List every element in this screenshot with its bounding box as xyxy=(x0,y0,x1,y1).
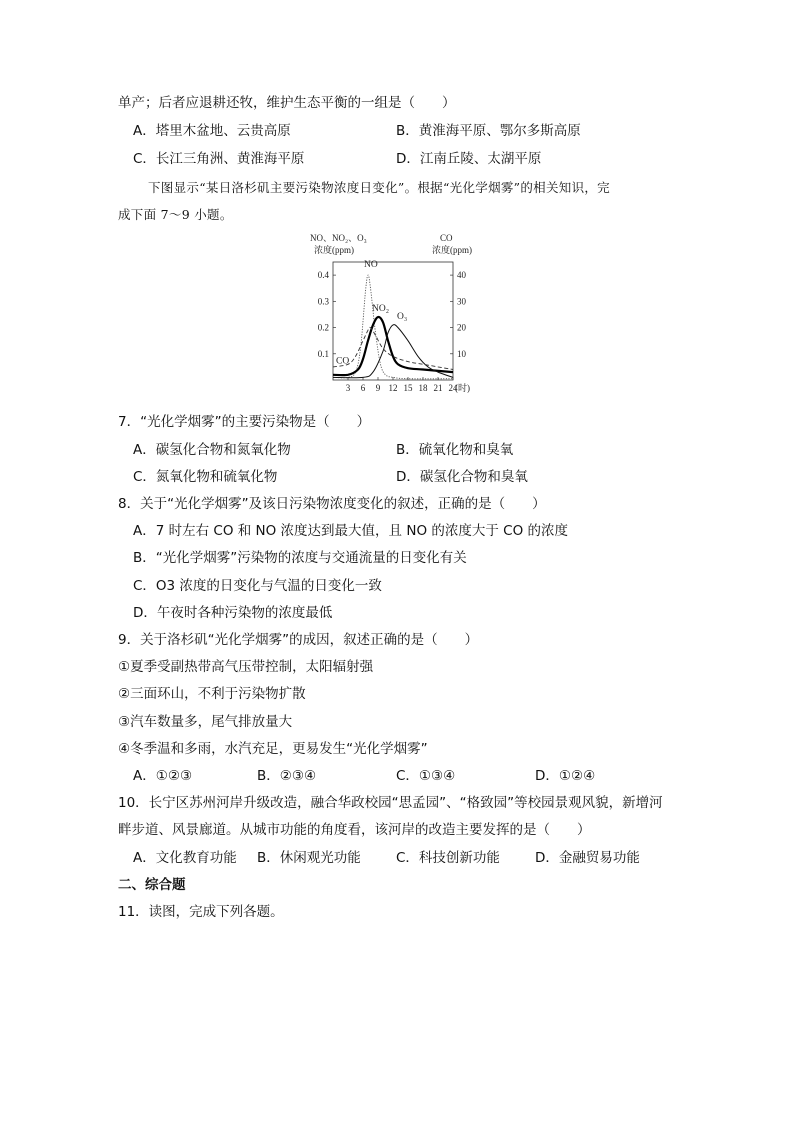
left-axis-title-line-2: 浓度(ppm) xyxy=(314,245,354,255)
left-tick-label: 0.1 xyxy=(317,348,329,359)
series-label-co: CO xyxy=(336,356,350,367)
q7-option-a: A．碳氢化合物和氮氧化物 xyxy=(133,442,291,458)
series-line-co xyxy=(333,327,453,369)
q9-item-1: ①夏季受副热带高气压带控制，太阳辐射强 xyxy=(118,659,374,675)
right-axis-title-line-2: 浓度(ppm) xyxy=(432,245,472,255)
series-label-o: O₃ xyxy=(397,311,408,322)
x-tick-label: 9 xyxy=(375,383,381,393)
q10-stem-line-1: 10．长宁区苏州河岸升级改造，融合华政校园“思孟园”、“格致园”等校园景观风貌，新增河 xyxy=(118,795,663,811)
left-tick-label: 0.3 xyxy=(317,296,329,307)
x-tick-label: 18 xyxy=(418,383,428,393)
q8-stem: 8．关于“光化学烟雾”及该日污染物浓度变化的叙述，正确的是（ ） xyxy=(118,496,546,512)
prev-option-b: B．黄淮海平原、鄂尔多斯高原 xyxy=(396,123,581,139)
prev-question-stem: 单产；后者应退耕还牧，维护生态平衡的一组是（ ） xyxy=(118,95,456,111)
q10-option-c: C．科技创新功能 xyxy=(396,850,500,866)
left-tick-label: 0.4 xyxy=(317,270,329,281)
prev-option-d: D．江南丘陵、太湖平原 xyxy=(396,151,542,167)
intro-line-1: 下图显示“某日洛杉矶主要污染物浓度日变化”。根据“光化学烟雾”的相关知识，完 xyxy=(148,180,610,195)
q7-stem: 7．“光化学烟雾”的主要污染物是（ ） xyxy=(118,414,371,430)
q9-item-2: ②三面环山，不利于污染物扩散 xyxy=(118,686,306,702)
q10-option-b: B．休闲观光功能 xyxy=(257,850,361,866)
intro-line-2: 成下面 7～9 小题。 xyxy=(118,207,233,222)
x-tick-label: 12 xyxy=(388,383,398,393)
x-tick-label: 3 xyxy=(345,383,351,393)
right-tick-label: 40 xyxy=(457,270,466,281)
q9-item-3: ③汽车数量多，尾气排放量大 xyxy=(118,714,293,730)
x-axis-unit: (时) xyxy=(455,383,470,393)
q7-option-c: C．氮氧化物和硫氧化物 xyxy=(133,469,278,485)
q7-option-b: B．硫氧化物和臭氧 xyxy=(396,442,514,458)
right-tick-label: 10 xyxy=(457,348,466,359)
prev-option-a: A．塔里木盆地、云贵高原 xyxy=(133,123,291,139)
q8-option-a: A．7 时左右 CO 和 NO 浓度达到最大值，且 NO 的浓度大于 CO 的浓度 xyxy=(133,523,568,539)
q7-option-d: D．碳氢化合物和臭氧 xyxy=(396,469,528,485)
x-tick-label: 15 xyxy=(403,383,413,393)
q8-option-b: B．“光化学烟雾”污染物的浓度与交通流量的日变化有关 xyxy=(133,550,467,566)
section-title: 二、综合题 xyxy=(118,877,186,893)
q9-option-d: D．①②④ xyxy=(535,768,596,784)
q9-item-4: ④冬季温和多雨，水汽充足，更易发生“光化学烟雾” xyxy=(118,741,428,757)
right-tick-label: 30 xyxy=(457,296,466,307)
q9-option-a: A．①②③ xyxy=(133,768,193,784)
right-tick-label: 20 xyxy=(457,322,466,333)
series-line-no xyxy=(333,275,453,379)
q8-option-d: D．午夜时各种污染物的浓度最低 xyxy=(133,605,333,621)
left-tick-label: 0.2 xyxy=(317,322,329,333)
q10-stem-line-2: 畔步道、风景廊道。从城市功能的角度看，该河岸的改造主要发挥的是（ ） xyxy=(118,822,591,838)
q8-option-c: C．O3 浓度的日变化与气温的日变化一致 xyxy=(133,578,382,594)
q11-stem: 11．读图，完成下列各题。 xyxy=(118,904,284,920)
right-axis-title-line-1: CO xyxy=(440,233,453,243)
chart-plot-frame xyxy=(333,262,453,380)
q9-option-c: C．①③④ xyxy=(396,768,456,784)
x-tick-label: 6 xyxy=(360,383,366,393)
q10-option-a: A．文化教育功能 xyxy=(133,850,237,866)
q9-option-b: B．②③④ xyxy=(257,768,317,784)
prev-option-c: C．长江三角洲、黄淮海平原 xyxy=(133,151,305,167)
series-label-no: NO₂ xyxy=(372,304,390,315)
series-label-no: NO xyxy=(364,260,378,271)
x-tick-label: 21 xyxy=(433,383,443,393)
q9-stem: 9．关于洛杉矶“光化学烟雾”的成因，叙述正确的是（ ） xyxy=(118,632,479,648)
pollutant-concentration-chart xyxy=(300,230,490,405)
left-axis-title-line-1: NO、NO₂、O₃ xyxy=(310,233,367,243)
q10-option-d: D．金融贸易功能 xyxy=(535,850,640,866)
x-tick-label: 24 xyxy=(448,383,458,393)
